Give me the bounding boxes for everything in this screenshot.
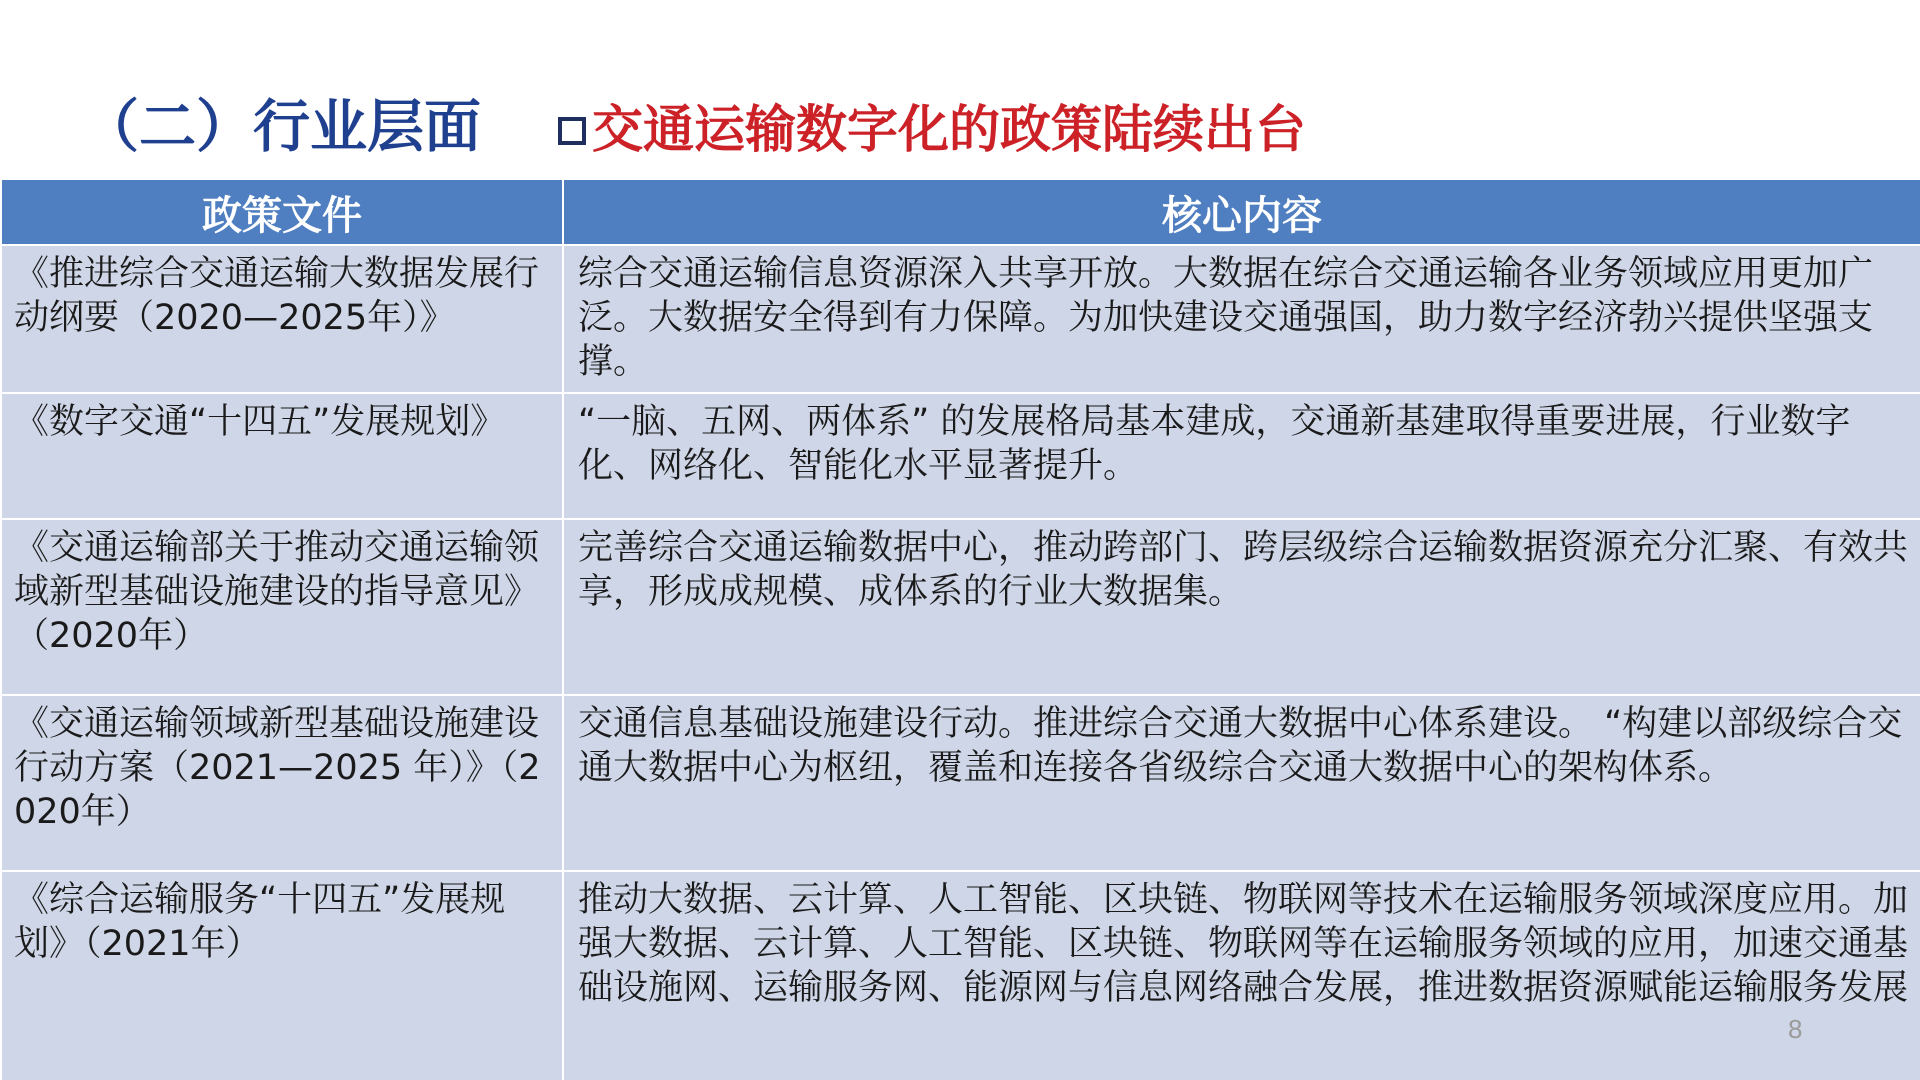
content-cell: 完善综合交通运输数据中心，推动跨部门、跨层级综合运输数据资源充分汇聚、有效共享，形成成规模、成体系的行业大数据集。 — [563, 519, 1920, 695]
content-cell: 交通信息基础设施建设行动。推进综合交通大数据中心体系建设。 “构建以部级综合交通大数据中心为枢纽，覆盖和连接各省级综合交通大数据中心的架构体系。 — [563, 695, 1920, 871]
policy-cell: 《推进综合交通运输大数据发展行动纲要（2020—2025年）》 — [1, 245, 563, 393]
checkbox-bullet-icon — [558, 117, 586, 145]
table-row — [1, 871, 1920, 1080]
table-row — [1, 393, 1920, 519]
table-row — [1, 695, 1920, 871]
policy-table — [0, 178, 1920, 1080]
table-row — [1, 245, 1920, 393]
content-cell: 综合交通运输信息资源深入共享开放。大数据在综合交通运输各业务领域应用更加广泛。大数据安全得到有力保障。为加快建设交通强国，助力数字经济勃兴提供坚强支撑。 — [563, 245, 1920, 393]
policy-cell: 《交通运输领域新型基础设施建设行动方案（2021—2025 年）》（2020年） — [1, 695, 563, 871]
content-cell: 推动大数据、云计算、人工智能、区块链、物联网等技术在运输服务领域深度应用。加强大数据、云计算、人工智能、区块链、物联网等在运输服务领域的应用，加速交通基础设施网、运输服务网、能源网与信息网络融合发展，推进数据资源赋能运输服务发展 — [563, 871, 1920, 1080]
policy-cell: 《交通运输部关于推动交通运输领域新型基础设施建设的指导意见》（2020年） — [1, 519, 563, 695]
subtitle — [558, 98, 1306, 164]
content-cell: “一脑、五网、两体系” 的发展格局基本建成，交通新基建取得重要进展，行业数字化、网络化、智能化水平显著提升。 — [563, 393, 1920, 519]
subtitle-text: 交通运输数字化的政策陆续出台 — [592, 101, 1307, 160]
table-header-row — [1, 179, 1920, 245]
page-number: 8 — [1788, 1014, 1803, 1044]
table-row — [1, 519, 1920, 695]
policy-cell: 《数字交通“十四五”发展规划》 — [1, 393, 563, 519]
header-core-content: 核心内容 — [563, 179, 1920, 245]
section-title: （二）行业层面 — [82, 94, 481, 160]
header-policy-document: 政策文件 — [1, 179, 563, 245]
policy-cell: 《综合运输服务“十四五”发展规划》（2021年） — [1, 871, 563, 1080]
